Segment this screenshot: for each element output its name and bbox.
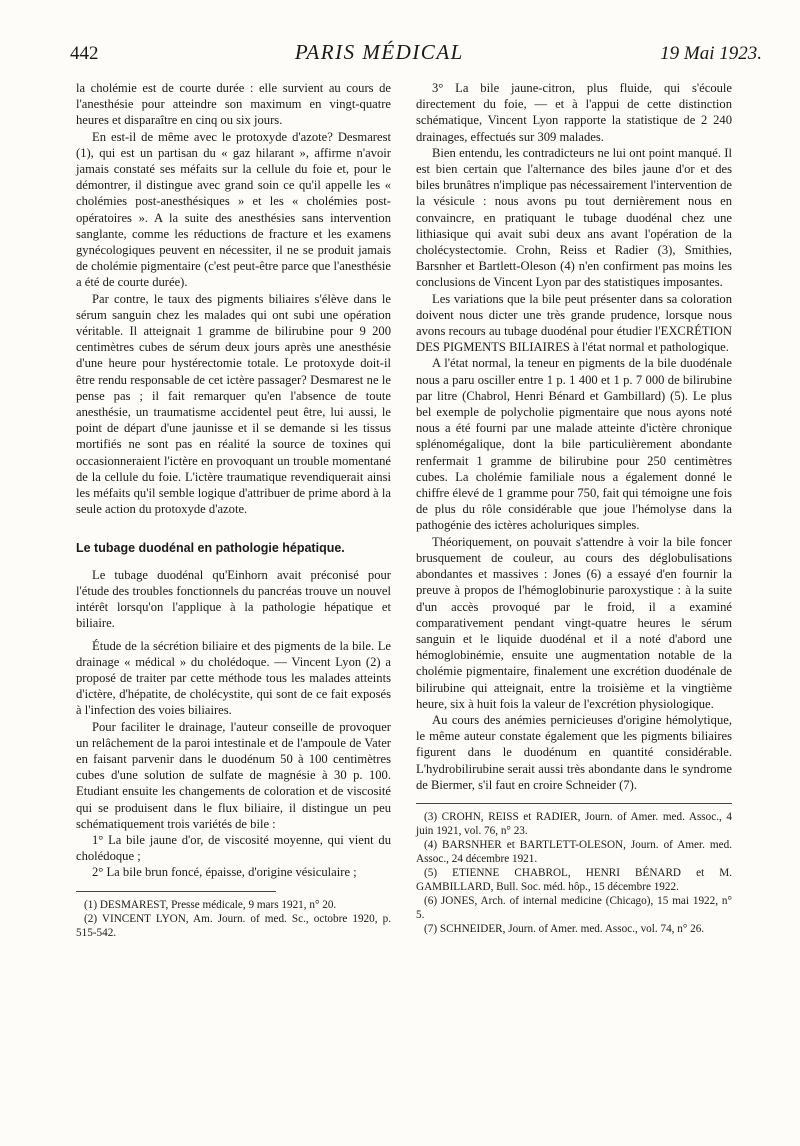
- footnote: (3) CROHN, REISS et RADIER, Journ. of Amer. med. Assoc., 4 juin 1921, vol. 76, n° 23.: [416, 810, 732, 837]
- footnote: (7) SCHNEIDER, Journ. of Amer. med. Assoc., vol. 74, n° 26.: [424, 922, 705, 935]
- paragraph: Par contre, le taux des pigments biliaires s'élève dans le sérum sanguin chez les malades qui ont subi une opération véritable. Il atteignait 1 gramme de bilirubine pour 9 200 centimètres cubes de sérum deux jours après une anesthésie d'une heure pour hystérectomie totale. Le protoxyde doit-il être rendu responsable de cet ictère passager? Desmarest ne le pense pas ; il fait remarquer qu'en l'absence de toute anesthésie, un traumatisme accidentel peut être, lui aussi, le point de départ d'une jaunisse et il se demande si les tissus mortifiés ne sont pas en réalité la source de toxines qui occasionneraient l'ictère en provoquant un trouble momentané de la cellule du foie. L'ictère traumatique revendiquerait ainsi les méfaits qu'il semble logique d'attribuer de prime abord à la seule action du protoxyde d'azote.: [76, 291, 391, 517]
- paragraph: Au cours des anémies pernicieuses d'origine hémolytique, le même auteur constate également que les pigments biliaires figurent dans le duodénum en quantité considérable. L'hydrobilirubine serait aussi très abondante dans le syndrome de Biermer, s'il faut en croire Schneider (7).: [416, 712, 732, 792]
- paragraph: A l'état normal, la teneur en pigments de la bile duodénale nous a paru osciller entre 1 p. 1 400 et 1 p. 7 000 de bilirubine par litre (Chabrol, Henri Bénard et Gambillard) (5). Le plus bel exemple de polycholie pigmentaire que nous ayons noté nous a été fourni par une malade atteinte d'ictère chronique splénomégalique, dont la bile particulièrement abondante renfermait 1 gramme de bilirubine pour 250 centimètres cubes. La cholémie familiale nous a également donné le chiffre élevé de 1 gramme pour 750, fait qui témoigne une fois de plus du rôle considérable que joue l'hémolyse dans la pathogénie des ictères acholuriques simples.: [416, 356, 732, 533]
- paragraph: Le tubage duodénal qu'Einhorn avait préconisé pour l'étude des troubles fonctionnels du pancréas trouve un nouvel intérêt lorsqu'on l'applique à la pathologie hépatique et biliaire.: [76, 567, 391, 631]
- paragraph: Pour faciliter le drainage, l'auteur conseille de provoquer un relâchement de la paroi intestinale et de l'ampoule de Vater en faisant parvenir dans le duodénum 50 à 100 centimètres cubes d'une solution de sulfate de magnésie à 30 p. 100. Etudiant ensuite les changements de coloration et de viscosité qui se produisent dans le flux biliaire, il distingue un peu schématiquement trois variétés de bile :: [76, 719, 391, 831]
- paragraph: Théoriquement, on pouvait s'attendre à voir la bile foncer brusquement de couleur, au cours des déglobulisations abondantes et massives : Jones (6) a essayé d'en fournir la preuve à propos de l'hémoglobinurie paroxystique : à la suite d'un accès provoqué par le froid, il a examiné comparativement pendant vingt-quatre heures le sérum sanguin et le liquide duodénal et il a noté d'abord une hémoglobinémie, ensuite une augmentation notable de la cholémie pigmentaire, finalement une excrétion duodénale de bilirubine qui atteignait, entre la troisième et la vingtième heure, six à huit fois la valeur de l'excrétion physiologique.: [416, 534, 732, 711]
- right-column: [416, 80, 732, 936]
- page-number: 442: [70, 43, 99, 64]
- footnote-divider: [76, 891, 276, 892]
- paragraph: 2° La bile brun foncé, épaisse, d'origine vésiculaire ;: [92, 865, 357, 880]
- page-header: [70, 40, 762, 74]
- journal-title: PARIS MÉDICAL: [294, 40, 464, 64]
- section-heading: Le tubage duodénal en pathologie hépatique.: [76, 541, 345, 556]
- paragraph: En est-il de même avec le protoxyde d'azote? Desmarest (1), qui est un partisan du « gaz hilarant », affirme n'avoir jamais constaté ses méfaits sur la cellule du foie et, pour le démontrer, il distingue avec grand soin ce qu'il appelle les « cholémies post-anesthésiques » et les « cholémies post-opératoires ». A la suite des anesthésies sans intervention sanglante, comme les réductions de fracture et les examens gynécologiques peuvent en nécessiter, il ne se produit jamais de cholémie pigmentaire (c'est peut-être parce que l'anesthésie a été de courte durée).: [76, 129, 391, 290]
- footnote: (1) DESMAREST, Presse médicale, 9 mars 1921, n° 20.: [84, 898, 337, 911]
- paragraph: 3° La bile jaune-citron, plus fluide, qui s'écoule directement du foie, — et à l'appui de cette distinction schématique, Vincent Lyon rapporte la statistique de 2 240 drainages, effectués sur 309 malades.: [416, 81, 732, 144]
- footnote: (2) VINCENT LYON, Am. Journ. of med. Sc., octobre 1920, p. 515-542.: [76, 912, 391, 939]
- left-column: [76, 80, 391, 940]
- paragraph: Étude de la sécrétion biliaire et des pigments de la bile. Le drainage « médical » du cholédoque. — Vincent Lyon (2) a proposé de traiter par cette méthode tous les malades atteints d'ictère, d'hépatite, de cholécystite, qui sont de ce fait exposés à l'infection des voies biliaires.: [76, 638, 391, 718]
- paragraph: Les variations que la bile peut présenter dans sa coloration doivent nous dicter une très grande prudence, lorsque nous avons recours au tubage duodénal pour étudier l'EXCRÉTION DES PIGMENTS BILIAIRES à l'état normal et pathologique.: [416, 291, 732, 355]
- issue-date: 19 Mai 1923.: [660, 43, 762, 64]
- paragraph: Bien entendu, les contradicteurs ne lui ont point manqué. Il est bien certain que l'alternance des biles jaune d'or et des biles brunâtres n'implique pas nécessairement l'intervention de la vésicule : nous avons pu tout dernièrement nous en convaincre, en pratiquant le tubage duodénal chez une lithiasique qui avait subi deux ans avant l'opération de la cholécystectomie. Crohn, Reiss et Radier (3), Smithies, Barsnher et Bartlett-Oleson (4) n'en confirment pas moins les conclusions de Vincent Lyon par des statistiques imposantes.: [416, 145, 732, 290]
- footnote-divider: [416, 803, 732, 804]
- paragraph: 1° La bile jaune d'or, de viscosité moyenne, qui vient du cholédoque ;: [76, 832, 391, 864]
- footnote: (5) ETIENNE CHABROL, HENRI BÉNARD et M. GAMBILLARD, Bull. Soc. méd. hôp., 15 décembre 1922.: [416, 866, 732, 893]
- paragraph: la cholémie est de courte durée : elle survient au cours de l'anesthésie pour atteindre son maximum en vingt-quatre heures et disparaître en cinq ou six jours.: [76, 81, 391, 128]
- footnote: (4) BARSNHER et BARTLETT-OLESON, Journ. of Amer. med. Assoc., 24 décembre 1921.: [416, 838, 732, 865]
- footnote: (6) JONES, Arch. of internal medicine (Chicago), 15 mai 1922, n° 5.: [416, 894, 732, 921]
